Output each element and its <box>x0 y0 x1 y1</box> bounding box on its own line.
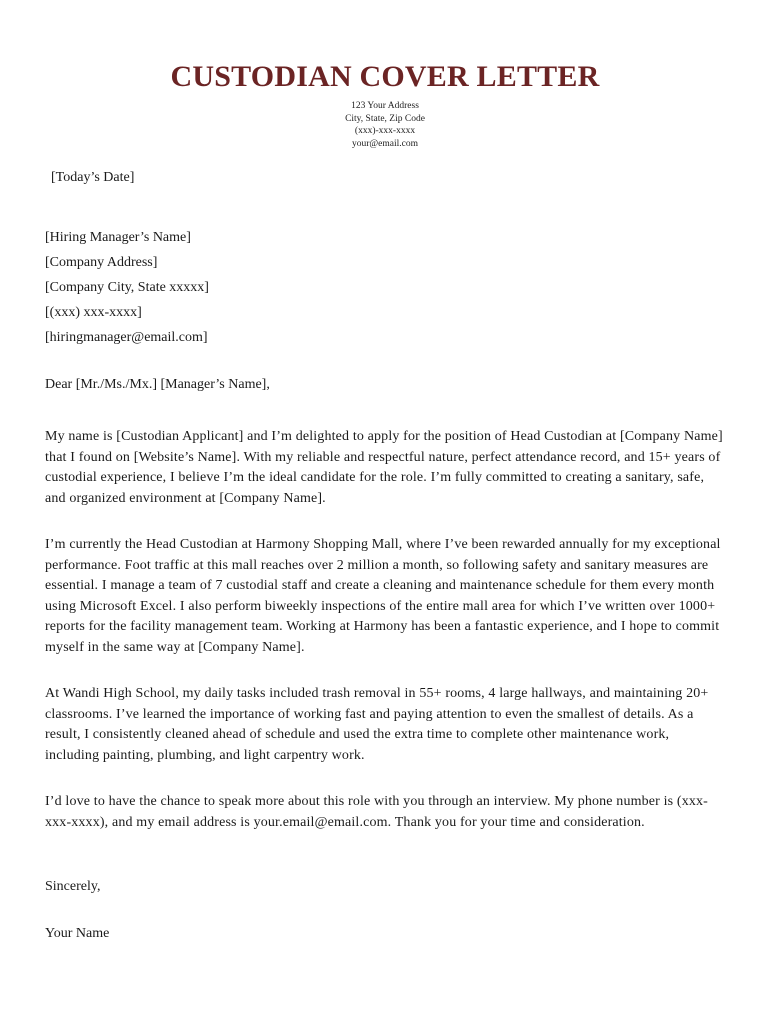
body-paragraph-intro: My name is [Custodian Applicant] and I’m delighted to apply for the position of Head Custodian at [Company Name] that I found on [Website’s Name]. With my reliable and respectful nature, perfect attendance record, and 15+ years of custodial experience, I believe I’m the ideal candidate for the role. I’m fully committed to creating a sanitary, safe, and organized environment at [Company Name]. <box>45 429 723 506</box>
signature-name: Your Name <box>45 926 110 941</box>
recipient-phone: [(xxx) xxx-xxxx] <box>45 305 142 320</box>
sender-address: 123 Your Address <box>351 101 419 111</box>
body-paragraph-closing: I’d love to have the chance to speak more about this role with you through an interview. My phone number is (xxx-xxx-xxxx), and my email address is your.email@email.com. Thank you for your time and consideration. <box>45 794 708 830</box>
recipient-block <box>45 225 209 350</box>
body-paragraph-previous-role: At Wandi High School, my daily tasks included trash removal in 55+ rooms, 4 large hallways, and maintaining 20+ classrooms. I’ve learned the importance of working fast and paying attention to even the smallest of details. As a result, I consistently cleaned ahead of schedule and used the extra time to complete other maintenance work, including painting, plumbing, and light carpentry work. <box>45 686 709 763</box>
recipient-name: [Hiring Manager’s Name] <box>45 230 191 245</box>
recipient-company-address: [Company Address] <box>45 255 158 270</box>
document-title: CUSTODIAN COVER LETTER <box>170 60 600 93</box>
sender-email: your@email.com <box>352 138 418 149</box>
letter-date: [Today’s Date] <box>51 170 135 185</box>
recipient-email: [hiringmanager@email.com] <box>45 330 208 345</box>
body-paragraph-current-role: I’m currently the Head Custodian at Harmony Shopping Mall, where I’ve been rewarded annually for my exceptional performance. Foot traffic at this mall reaches over 2 million a month, so following safety and sanitary measures are essential. I manage a team of 7 custodial staff and create a cleaning and maintenance schedule for them every month using Microsoft Excel. I also perform biweekly inspections of the entire mall area for which I’ve written over 1000+ reports for the facility management team. Working at Harmony has been a fantastic experience, and I hope to commit myself in the same way at [Company Name]. <box>45 537 721 655</box>
sender-contact-block <box>0 100 770 150</box>
sender-city: City, State, Zip Code <box>345 113 425 124</box>
salutation: Dear [Mr./Ms./Mx.] [Manager’s Name], <box>45 377 270 392</box>
recipient-company-city: [Company City, State xxxxx] <box>45 280 209 295</box>
closing-phrase: Sincerely, <box>45 879 101 894</box>
sender-phone: (xxx)-xxx-xxxx <box>354 126 416 136</box>
